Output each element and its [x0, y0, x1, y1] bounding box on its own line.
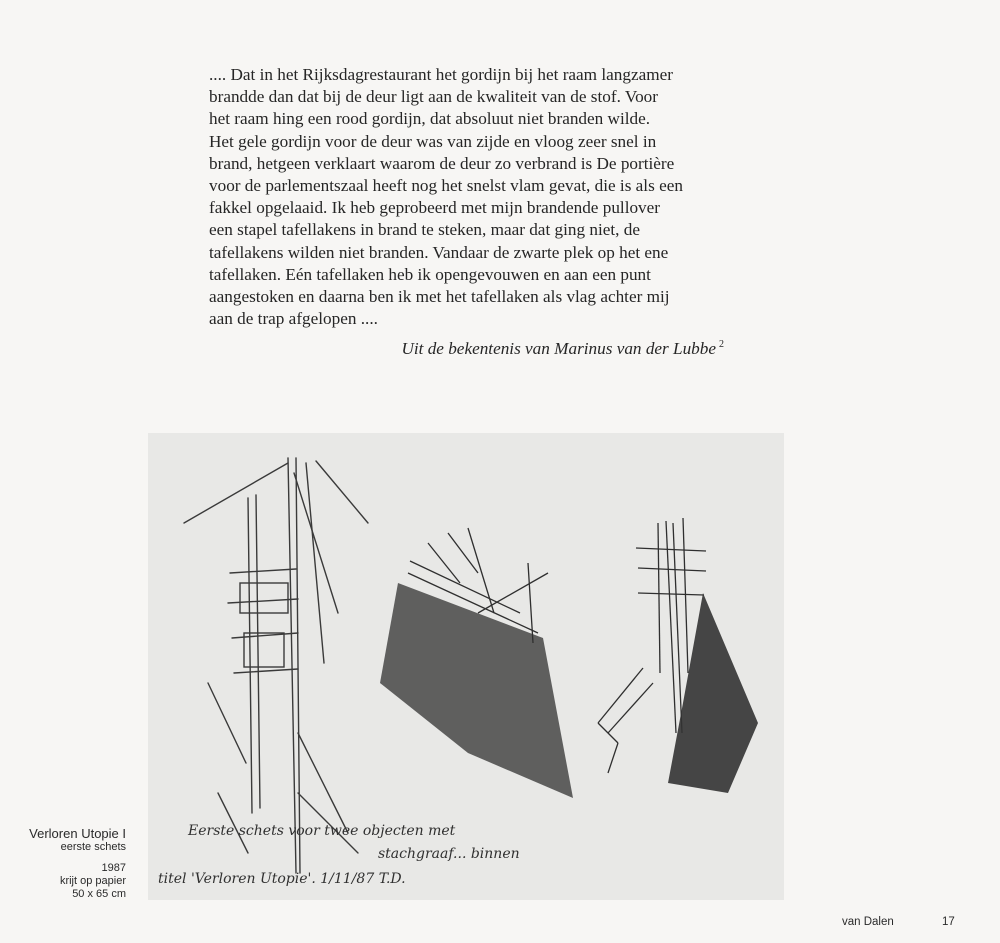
confession-quote	[209, 64, 749, 330]
footer-author: van Dalen	[842, 916, 894, 928]
quote-line: brand, hetgeen verklaart waarom de deur zo verbrand is De portière	[209, 153, 675, 173]
handwriting-line: stachgraaf... binnen	[378, 846, 520, 862]
handwriting-line: titel 'Verloren Utopie'. 1/11/87 T.D.	[158, 871, 406, 887]
sketch-drawing	[148, 433, 784, 900]
quote-line: brandde dan dat bij de deur ligt aan de kwaliteit van de stof. Voor	[209, 87, 658, 107]
artwork-year: 1987	[101, 862, 126, 874]
handwriting-line: Eerste schets voor twee objecten met	[188, 823, 456, 839]
artwork-sketch	[148, 433, 784, 900]
footnote-marker: 2	[719, 339, 724, 350]
quote-line: .... Dat in het Rijksdagrestaurant het gordijn bij het raam langzamer	[209, 65, 673, 84]
quote-line: tafellakens wilden niet branden. Vandaar de zwarte plek op het ene	[209, 242, 669, 262]
quote-line: aangestoken en daarna ben ik met het tafellaken als vlag achter mij	[209, 287, 670, 307]
quote-line: aan de trap afgelopen ....	[209, 309, 378, 329]
quote-line: een stapel tafellakens in brand te steken, maar dat ging niet, de	[209, 220, 640, 240]
artwork-subtitle: eerste schets	[60, 841, 126, 853]
artwork-medium: krijt op papier	[59, 875, 126, 887]
attribution-text: Uit de bekentenis van Marinus van der Lubbe	[401, 339, 716, 358]
artwork-size: 50 x 65 cm	[72, 888, 126, 900]
artwork-caption	[0, 826, 126, 854]
artwork-title: Verloren Utopie I	[29, 826, 126, 841]
quote-line: het raam hing een rood gordijn, dat absoluut niet branden wilde.	[209, 109, 651, 129]
quote-line: fakkel opgelaaid. Ik heb geprobeerd met mijn brandende pullover	[209, 198, 661, 218]
page-number: 17	[942, 916, 955, 928]
quote-attribution	[401, 339, 724, 359]
quote-line: Het gele gordijn voor de deur was van zijde en vloog zeer snel in	[209, 131, 657, 151]
artwork-details	[0, 862, 126, 901]
quote-line: tafellaken. Eén tafellaken heb ik opengevouwen en aan een punt	[209, 264, 651, 284]
quote-line: voor de parlementszaal heeft nog het snelst vlam gevat, die is als een	[209, 176, 683, 196]
